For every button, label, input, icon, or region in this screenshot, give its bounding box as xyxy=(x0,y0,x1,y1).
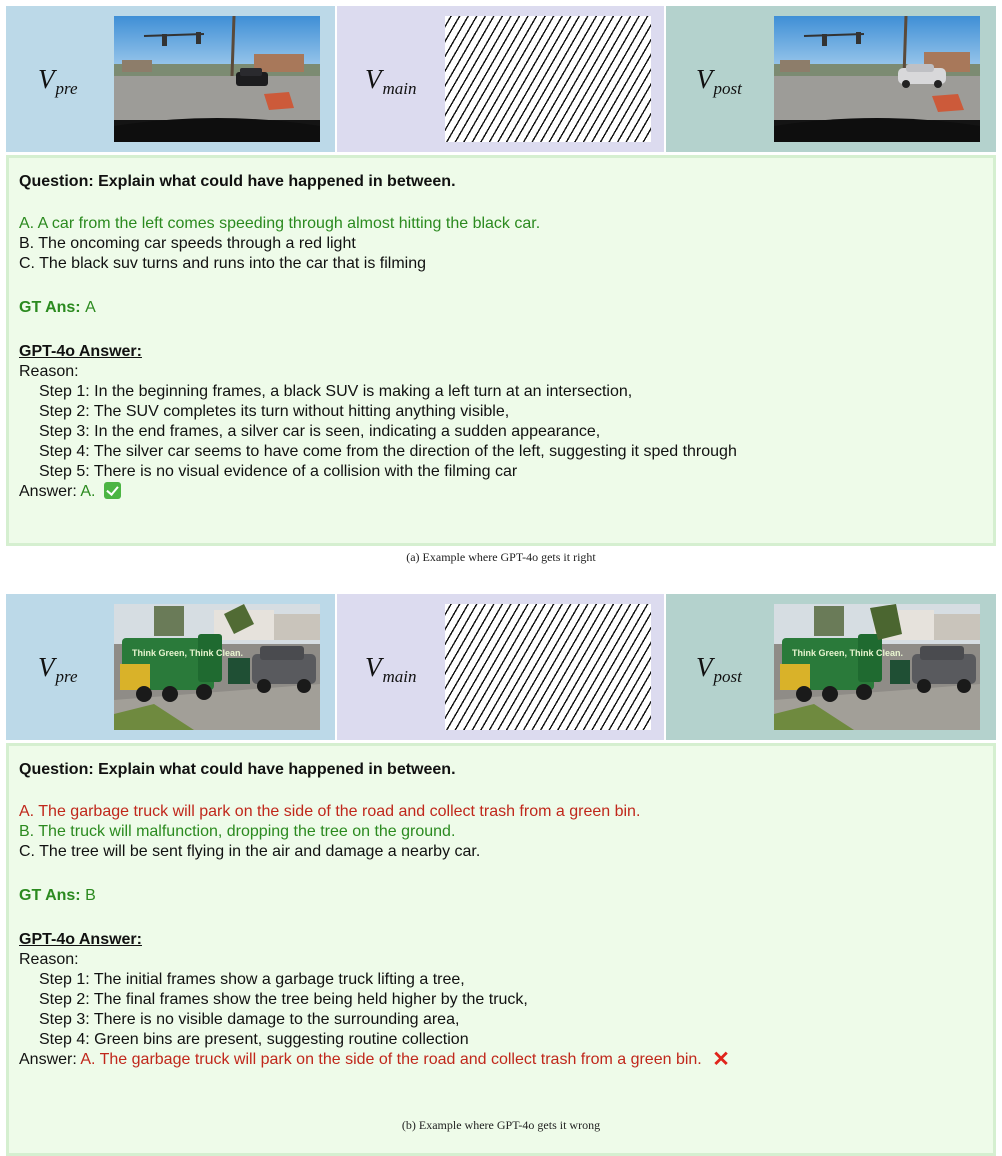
check-icon xyxy=(104,482,121,499)
final-answer xyxy=(19,482,979,502)
post-frame-image xyxy=(774,604,980,730)
v-pre-label: $V_{pre}$ xyxy=(38,652,78,686)
pre-frame-image xyxy=(114,604,320,730)
gt-value: B xyxy=(85,887,96,904)
option-a: A. The garbage truck will park on the side of the road and collect trash from a green bin. xyxy=(19,803,641,820)
question-text: Question: Explain what could have happened in between. xyxy=(19,761,456,778)
answer-label: Answer: xyxy=(19,1051,77,1068)
question-text: Question: Explain what could have happened in between. xyxy=(19,173,456,190)
v-post-panel xyxy=(666,594,996,740)
option-b: B. The oncoming car speeds through a red light xyxy=(19,235,356,252)
reason-step: Step 1: The initial frames show a garbage truck lifting a tree, xyxy=(39,971,465,988)
option-c: C. The tree will be sent flying in the air and damage a nearby car. xyxy=(19,843,481,860)
caption-a: (a) Example where GPT-4o gets it right xyxy=(406,550,596,564)
qa-box-a xyxy=(6,155,996,546)
v-pre-panel xyxy=(6,6,335,152)
v-post-label: $V_{post}$ xyxy=(696,652,742,686)
gt-label: GT Ans: xyxy=(19,299,81,316)
v-post-label: $V_{post}$ xyxy=(696,64,742,98)
reason-step: Step 2: The SUV completes its turn without hitting anything visible, xyxy=(39,403,510,420)
v-main-label: $V_{main}$ xyxy=(365,64,417,98)
v-main-panel xyxy=(335,594,666,740)
v-post-panel xyxy=(666,6,996,152)
hidden-main-segment xyxy=(445,604,651,730)
reason-step: Step 5: There is no visual evidence of a collision with the filming car xyxy=(39,463,518,480)
v-pre-label: $V_{pre}$ xyxy=(38,64,78,98)
option-c: C. The black suv turns and runs into the car that is filming xyxy=(19,255,427,272)
video-row-a xyxy=(6,6,996,152)
reason-step: Step 1: In the beginning frames, a black SUV is making a left turn at an intersection, xyxy=(39,383,633,400)
reason-label: Reason: xyxy=(19,951,79,968)
post-frame-image xyxy=(774,16,980,142)
reason-label: Reason: xyxy=(19,363,79,380)
option-a: A. A car from the left comes speeding through almost hitting the black car. xyxy=(19,215,541,232)
reason-step: Step 2: The final frames show the tree being held higher by the truck, xyxy=(39,991,528,1008)
qa-box-b xyxy=(6,743,996,1156)
reason-step: Step 3: In the end frames, a silver car is seen, indicating a sudden appearance, xyxy=(39,423,601,440)
caption-b: (b) Example where GPT-4o gets it wrong xyxy=(401,1118,601,1132)
v-pre-panel xyxy=(6,594,335,740)
answer-value: A. xyxy=(80,483,96,500)
reason-step: Step 4: Green bins are present, suggesting routine collection xyxy=(39,1031,469,1048)
answer-label: Answer: xyxy=(19,483,77,500)
v-main-panel xyxy=(335,6,666,152)
reason-step: Step 4: The silver car seems to have come from the direction of the left, suggesting it sped through xyxy=(39,443,737,460)
cross-icon: ✕ xyxy=(712,1048,730,1071)
answer-value: A. The garbage truck will park on the side of the road and collect trash from a green bin. xyxy=(80,1051,702,1068)
option-b: B. The truck will malfunction, dropping the tree on the ground. xyxy=(19,823,456,840)
pre-frame-image xyxy=(114,16,320,142)
gt-answer xyxy=(19,886,979,906)
hidden-main-segment xyxy=(445,16,651,142)
gpt-answer-title: GPT-4o Answer: xyxy=(19,931,142,948)
svg-text:Think Green, Think Clean.: Think Green, Think Clean. xyxy=(792,648,904,658)
final-answer xyxy=(19,1050,979,1070)
gt-answer xyxy=(19,298,979,318)
v-main-label: $V_{main}$ xyxy=(365,652,417,686)
gpt-answer-title: GPT-4o Answer: xyxy=(19,343,142,360)
reason-step: Step 3: There is no visible damage to the surrounding area, xyxy=(39,1011,460,1028)
video-row-b xyxy=(6,594,996,740)
gt-value: A xyxy=(85,299,96,316)
svg-text:Think Green, Think Clean.: Think Green, Think Clean. xyxy=(132,648,244,658)
gt-label: GT Ans: xyxy=(19,887,81,904)
